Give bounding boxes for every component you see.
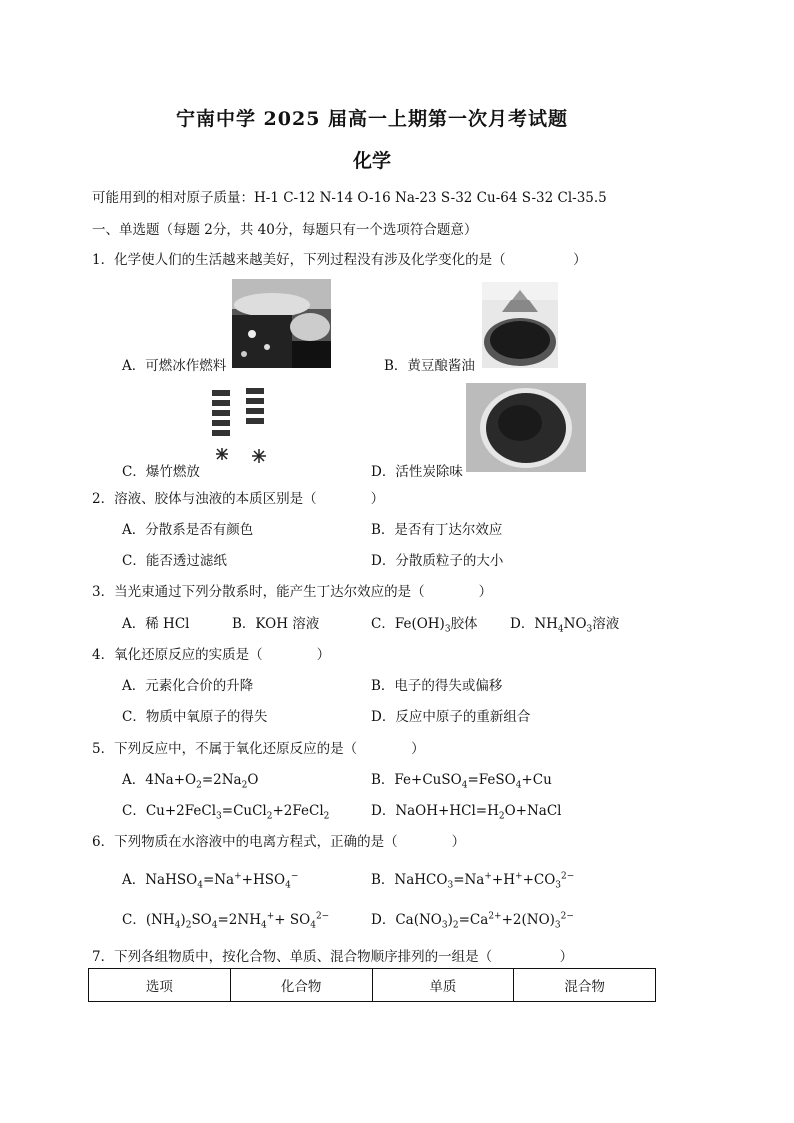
page-title: 宁南中学 2025 届高一上期第一次月考试题: [175, 108, 569, 130]
question-5-stem: 5．下列反应中，不属于氧化还原反应的是（ ）: [92, 741, 425, 757]
question-5-option-c: C．Cu+2FeCl$_3$=CuCl$_2$+2FeCl$_2$: [122, 803, 330, 822]
question-2-option-b: B．是否有丁达尔效应: [371, 522, 503, 538]
soy-sauce-photo: [482, 282, 558, 368]
question-6-option-c: C．$(NH_4)_2SO_4=2NH_4^++ SO_4^{2-}$: [122, 911, 330, 931]
question-6-option-d: D．$Ca(NO_3)_2=Ca^{2+}+2(NO)_3^{2-}$: [371, 911, 574, 931]
question-4-option-a: A．元素化合价的升降: [122, 678, 254, 694]
question-2-option-d: D．分散质粒子的大小: [371, 553, 504, 569]
question-1-option-a: A．可燃冰作燃料: [122, 358, 227, 374]
question-1-option-d: D．活性炭除味: [371, 464, 463, 480]
table-header-row: [89, 969, 656, 1002]
question-7-stem: 7．下列各组物质中，按化合物、单质、混合物顺序排列的一组是（ ）: [92, 949, 574, 965]
burning-ice-photo: [232, 279, 331, 368]
atomic-masses: 可能用到的相对原子质量：H-1 C-12 N-14 O-16 Na-23 S-32 Cu-64 S-32 Cl-35.5: [92, 190, 607, 206]
table-header-cell: 选项: [89, 969, 231, 1002]
question-1-option-b: B．黄豆酿酱油: [384, 358, 475, 374]
question-6-option-b: B．$NaHCO_3=Na^++H^++CO_3^{2-}$: [371, 871, 575, 891]
table-header-cell: 混合物: [514, 969, 656, 1002]
question-4-option-c: C．物质中氧原子的得失: [122, 709, 268, 725]
question-7-table: [88, 968, 656, 1002]
section-heading: 一、单选题（每题 2分，共 40分，每题只有一个选项符合题意）: [92, 222, 478, 238]
question-2-stem: 2．溶液、胶体与浊液的本质区别是（ ）: [92, 491, 385, 507]
question-4-option-b: B．电子的得失或偏移: [371, 678, 503, 694]
question-2-option-c: C．能否透过滤纸: [122, 553, 227, 569]
question-1-stem: 1．化学使人们的生活越来越美好，下列过程没有涉及化学变化的是（ ）: [92, 252, 587, 268]
question-6-stem: 6．下列物质在水溶液中的电离方程式，正确的是（ ）: [92, 834, 466, 850]
question-3-stem: 3．当光束通过下列分散系时，能产生丁达尔效应的是（ ）: [92, 584, 493, 600]
question-3-option-c: C．$Fe(OH)_3$胶体: [371, 616, 478, 635]
question-1-option-c: C．爆竹燃放: [122, 464, 200, 480]
question-5-option-d: D．$NaOH+HCl=H_2O+NaCl$: [371, 803, 562, 822]
firecracker-photo: [200, 384, 278, 470]
activated-carbon-photo: [466, 383, 586, 472]
subject-title: 化学: [352, 150, 391, 172]
question-6-option-a: A．$NaHSO_4=Na^++HSO_4^-$: [122, 871, 299, 891]
question-4-option-d: D．反应中原子的重新组合: [371, 709, 531, 725]
question-3-option-d: D．$NH_4NO_3$溶液: [510, 616, 620, 635]
question-3-option-a: A．稀 HCl: [122, 616, 190, 632]
table-header-cell: 单质: [372, 969, 514, 1002]
question-5-option-b: B．Fe+CuSO$_4$=FeSO$_4$+Cu: [371, 772, 552, 791]
question-5-option-a: A．$4Na+O_2=2Na_2O$: [122, 772, 259, 791]
question-4-stem: 4．氧化还原反应的实质是（ ）: [92, 647, 331, 663]
question-2-option-a: A．分散系是否有颜色: [122, 522, 254, 538]
table-header-cell: 化合物: [230, 969, 372, 1002]
question-3-option-b: B．KOH 溶液: [232, 616, 320, 632]
